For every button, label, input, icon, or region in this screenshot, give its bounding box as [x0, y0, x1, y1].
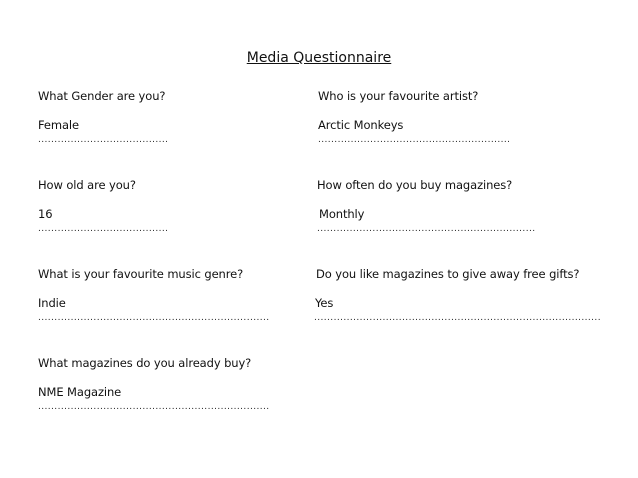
answer-free-gifts: Yes	[315, 296, 334, 310]
question-genre: What is your favourite music genre?	[38, 267, 244, 281]
question-free-gifts: Do you like magazines to give away free gifts?	[316, 267, 580, 281]
question-frequency: How often do you buy magazines?	[317, 178, 513, 192]
answer-line-magazines-buy: .......................................................................	[38, 402, 270, 412]
answer-line-free-gifts: ........................................................................................	[314, 313, 601, 323]
question-magazines-buy: What magazines do you already buy?	[38, 356, 252, 370]
answer-artist: Arctic Monkeys	[318, 118, 404, 132]
answer-frequency: Monthly	[319, 207, 365, 221]
question-artist: Who is your favourite artist?	[318, 89, 479, 103]
answer-gender: Female	[38, 118, 79, 132]
answer-line-artist: ...........................................................	[318, 135, 511, 145]
page-title: Media Questionnaire	[246, 50, 392, 66]
answer-line-gender: ........................................	[38, 135, 169, 145]
answer-line-frequency: ...................................................................	[317, 224, 536, 234]
answer-age: 16	[38, 207, 53, 221]
question-age: How old are you?	[38, 178, 136, 192]
answer-magazines-buy: NME Magazine	[38, 385, 122, 399]
answer-line-genre: .......................................................................	[38, 313, 270, 323]
answer-genre: Indie	[38, 296, 66, 310]
question-gender: What Gender are you?	[38, 89, 166, 103]
answer-line-age: ........................................	[38, 224, 169, 234]
